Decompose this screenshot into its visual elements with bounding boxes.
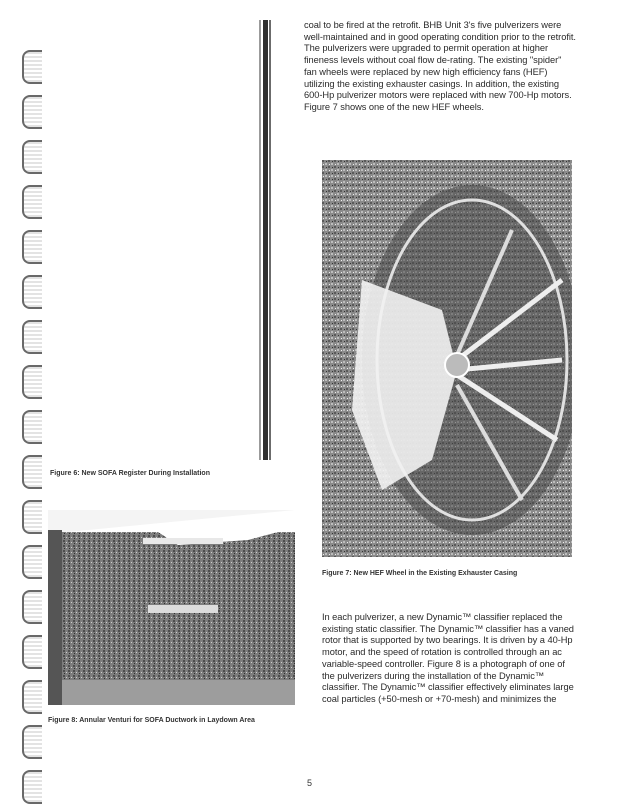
figure8-image	[48, 510, 295, 705]
binder-hole	[22, 275, 42, 309]
binder-hole	[22, 230, 42, 264]
binder-hole	[22, 680, 42, 714]
page-number: 5	[307, 778, 313, 788]
binder-hole	[22, 185, 42, 219]
figure7-caption: Figure 7: New HEF Wheel in the Existing Exhauster Casing	[322, 570, 518, 577]
binder-hole	[22, 590, 42, 624]
figure8-photo	[48, 510, 295, 705]
binder-hole	[22, 545, 42, 579]
binder-hole	[22, 500, 42, 534]
figure6-caption: Figure 6: New SOFA Register During Installation	[50, 470, 210, 477]
binder-hole	[22, 410, 42, 444]
binder-hole	[22, 770, 42, 804]
binder-hole	[22, 140, 42, 174]
binder-hole	[22, 635, 42, 669]
binder-hole	[22, 455, 42, 489]
figure7-image	[322, 160, 572, 557]
binder-hole	[22, 95, 42, 129]
binder-hole	[22, 50, 42, 84]
figure6-image	[50, 20, 275, 460]
figure7-photo	[322, 160, 572, 557]
figure8-caption: Figure 8: Annular Venturi for SOFA Ductwork in Laydown Area	[48, 717, 255, 724]
binder-hole	[22, 725, 42, 759]
figure6-photo	[50, 20, 275, 460]
top-paragraph: coal to be fired at the retrofit. BHB Unit 3's five pulverizers were well-maintained and in good operating condition prior to the retrofit. The pulverizers were upgraded to permit operation at higher fineness levels without coal flow de-rating. The existing "spider" fan wheels were replaced by new high efficiency fans (HEF) utilizing the existing exhauster casings. In addition, the existing 600-Hp pulverizer motors were replaced with new 700-Hp motors. Figure 7 shows one of the new HEF wheels.	[304, 20, 576, 112]
bottom-paragraph: In each pulverizer, a new Dynamic™ classifier replaced the existing static classifier. The Dynamic™ classifier has a vaned rotor that is supported by two bearings. It is driven by a 40-Hp motor, and the speed of rotation is controlled through an ac variable-speed controller. Figure 8 is a photograph of one of the pulverizers during the installation of the Dynamic™ classifier. The Dynamic™ classifier effectively eliminates large coal particles (+50-mesh or +70-mesh) and minimizes the	[322, 612, 574, 704]
binder-hole	[22, 365, 42, 399]
binder-hole	[22, 320, 42, 354]
